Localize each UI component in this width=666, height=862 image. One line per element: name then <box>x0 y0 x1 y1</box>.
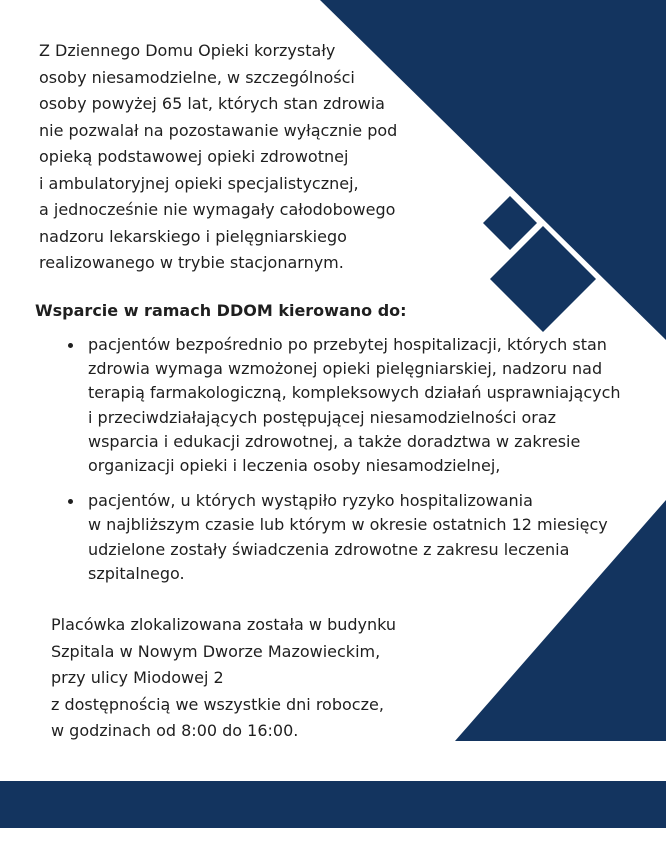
intro-line: realizowanego w trybie stacjonarnym. <box>39 253 344 272</box>
intro-line: nadzoru lekarskiego i pielęgniarskiego <box>39 226 347 246</box>
bullet-item <box>88 489 648 586</box>
bullet-line: w najbliższym czasie lub którym w okresie ostatnich 12 miesięcy <box>88 515 608 535</box>
intro-line: osoby powyżej 65 lat, których stan zdrowia <box>39 94 385 113</box>
intro-line: nie pozwalał na pozostawanie wyłącznie pod <box>39 120 398 140</box>
bullet-item <box>88 333 648 478</box>
intro-line: osoby niesamodzielne, w szczególności <box>39 67 355 87</box>
bullet-line: wsparcia i edukacji zdrowotnej, a także doradztwa w zakresie <box>88 431 581 451</box>
intro-line: i ambulatoryjnej opieki specjalistycznej, <box>39 173 359 193</box>
location-line: w godzinach od 8:00 do 16:00. <box>51 721 299 740</box>
bullet-dot-icon <box>68 343 73 348</box>
intro-line: Z Dziennego Domu Opieki korzystały <box>39 41 336 60</box>
bullet-line: zdrowia wymaga wzmożonej opieki pielęgniarskiej, nadzoru nad <box>88 359 603 379</box>
location-line: z dostępnością we wszystkie dni robocze, <box>51 694 384 714</box>
support-bullet-list <box>88 333 648 597</box>
bullet-line: pacjentów bezpośrednio po przebytej hospitalizacji, których stan <box>88 335 607 354</box>
bullet-line: organizacji opieki i leczenia osoby niesamodzielnej, <box>88 456 501 476</box>
location-line: Placówka zlokalizowana została w budynku <box>51 615 397 634</box>
bullet-line: udzielone zostały świadczenia zdrowotne z zakresu leczenia <box>88 539 570 559</box>
bullet-line: szpitalnego. <box>88 563 185 583</box>
bullet-line: pacjentów, u których wystąpiło ryzyko hospitalizowania <box>88 491 533 511</box>
location-line: przy ulicy Miodowej 2 <box>51 668 224 687</box>
location-paragraph <box>51 612 451 745</box>
bullet-line: terapią farmakologiczną, kompleksowych działań usprawniających <box>88 383 621 403</box>
intro-line: opieką podstawowej opieki zdrowotnej <box>39 147 349 166</box>
support-heading: Wsparcie w ramach DDOM kierowano do: <box>35 301 407 320</box>
bullet-line: i przeciwdziałających postępującej niesamodzielności oraz <box>88 407 557 427</box>
intro-paragraph <box>39 38 459 277</box>
intro-line: a jednocześnie nie wymagały całodobowego <box>39 200 396 219</box>
footer-navy-band <box>0 781 666 828</box>
location-line: Szpitala w Nowym Dworze Mazowieckim, <box>51 641 381 661</box>
